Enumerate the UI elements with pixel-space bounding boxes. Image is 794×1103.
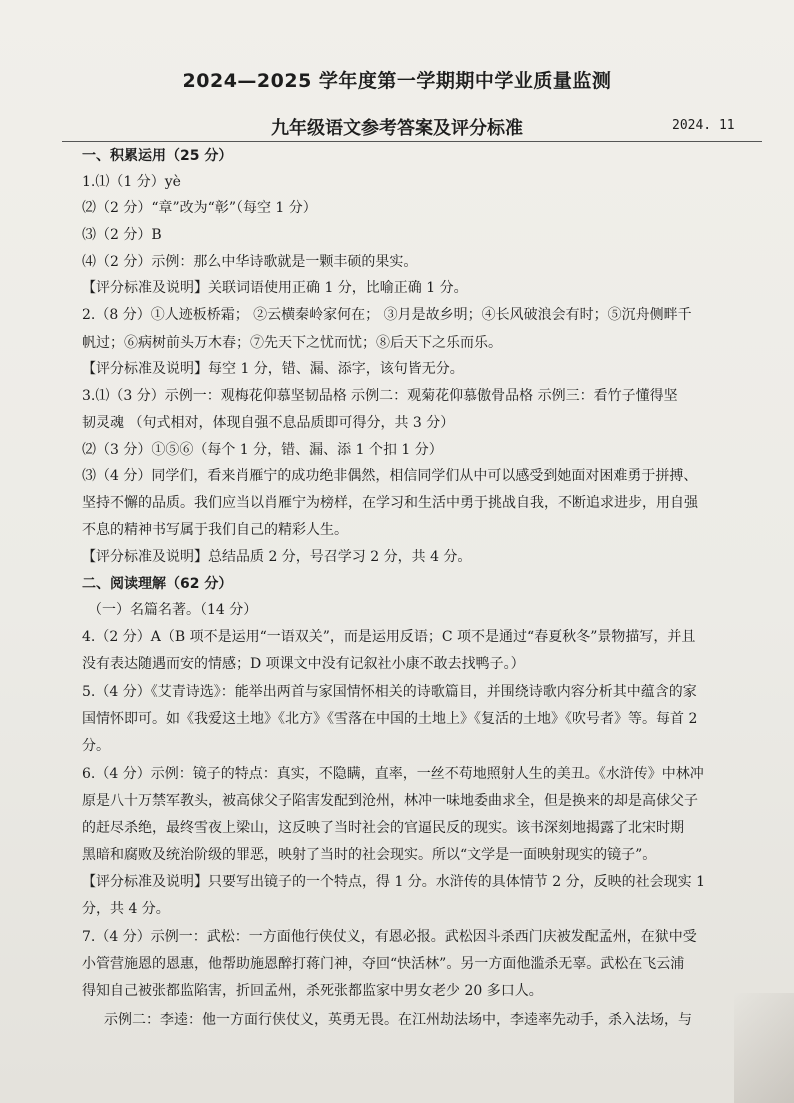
text-line: 【评分标准及说明】每空 1 分，错、漏、添字，该句皆无分。: [82, 361, 464, 377]
text-line: 的赶尽杀绝，最终雪夜上梁山，这反映了当时社会的官逼民反的现实。该书深刻地揭露了北宋时期: [82, 820, 684, 836]
document-subtitle: 九年级语文参考答案及评分标准: [271, 118, 523, 139]
document-title: 2024—2025 学年度第一学期期中学业质量监测: [182, 70, 612, 92]
page-shadow: [734, 993, 794, 1103]
text-line: 7.（4 分）示例一：武松：一方面他行侠仗义，有恩必报。武松因斗杀西门庆被发配孟州，在狱中受: [82, 929, 697, 945]
text-line: 不息的精神书写属于我们自己的精彩人生。: [82, 522, 348, 538]
text-line: 4.（2 分）A（B 项不是运用“一语双关”，而是运用反语；C 项不是通过“春夏秋冬”景物描写，并且: [82, 629, 696, 645]
text-line: 小管营施恩的恩惠，他帮助施恩醉打蒋门神，夺回“快活林”。另一方面他滥杀无辜。武松在飞云浦: [82, 956, 685, 972]
text-line: （一）名篇名著。（14 分）: [88, 602, 258, 618]
text-line: 帆过；⑥病树前头万木春；⑦先天下之忧而忧；⑧后天下之乐而乐。: [82, 335, 502, 351]
document-date: 2024. 11: [672, 118, 735, 133]
text-line: 【评分标准及说明】关联词语使用正确 1 分，比喻正确 1 分。: [82, 280, 468, 296]
text-line: 【评分标准及说明】总结品质 2 分，号召学习 2 分，共 4 分。: [82, 549, 472, 565]
text-line: ⑵（2 分）“章”改为“彰”（每空 1 分）: [82, 200, 317, 216]
text-line: 分。: [82, 738, 110, 754]
text-line: 坚持不懈的品质。我们应当以肖雁宁为榜样，在学习和生活中勇于挑战自我，不断追求进步，用自强: [82, 495, 698, 511]
text-line: 没有表达随遇而安的情感；D 项课文中没有记叙社小康不敢去找鸭子。）: [82, 656, 525, 672]
text-line: 1.⑴（1 分）yè: [82, 174, 181, 190]
text-line: 2.（8 分）①人迹板桥霜； ②云横秦岭家何在； ③月是故乡明；④长风破浪会有时；⑤沉舟侧畔千: [82, 307, 692, 323]
text-line: ⑵（3 分）①⑤⑥（每个 1 分，错、漏、添 1 个扣 1 分）: [82, 442, 443, 458]
text-line: 得知自己被张都监陷害，折回孟州，杀死张都监家中男女老少 20 多口人。: [82, 983, 543, 999]
text-line: 示例二：李逵：他一方面行侠仗义，英勇无畏。在江州劫法场中，李逵率先动手，杀入法场，与: [104, 1012, 692, 1028]
text-line: 一、积累运用（25 分）: [82, 148, 233, 164]
text-line: ⑷（2 分）示例：那么中华诗歌就是一颗丰硕的果实。: [82, 254, 418, 270]
text-line: 黑暗和腐败及统治阶级的罪恶，映射了当时的社会现实。所以“文学是一面映射现实的镜子”。: [82, 847, 657, 863]
text-line: 【评分标准及说明】只要写出镜子的一个特点，得 1 分。水浒传的具体情节 2 分，反映的社会现实 1: [82, 874, 705, 890]
text-line: ⑶（4 分）同学们，看来肖雁宁的成功绝非偶然，相信同学们从中可以感受到她面对困难勇于拼搏、: [82, 468, 698, 484]
text-line: 3.⑴（3 分）示例一：观梅花仰慕坚韧品格 示例二：观菊花仰慕傲骨品格 示例三：看竹子懂得坚: [82, 388, 678, 404]
text-line: 6.（4 分）示例：镜子的特点：真实，不隐瞒，直率，一丝不苟地照射人生的美丑。《水浒传》中林冲: [82, 766, 704, 782]
header-divider: [62, 141, 762, 142]
text-line: 二、阅读理解（62 分）: [82, 576, 233, 592]
text-line: 分，共 4 分。: [82, 901, 170, 917]
text-line: ⑶（2 分）B: [82, 227, 162, 243]
text-line: 国情怀即可。如《我爱这土地》《北方》《雪落在中国的土地上》《复活的土地》《吹号者》等。每首 2: [82, 711, 698, 727]
text-line: 原是八十万禁军教头，被高俅父子陷害发配到沧州，林冲一味地委曲求全，但是换来的却是高俅父子: [82, 793, 698, 809]
text-line: 5.（4 分）《艾青诗选》：能举出两首与家国情怀相关的诗歌篇目，并围绕诗歌内容分析其中蕴含的家: [82, 684, 697, 700]
text-line: 韧灵魂 （句式相对，体现自强不息品质即可得分，共 3 分）: [82, 415, 455, 431]
